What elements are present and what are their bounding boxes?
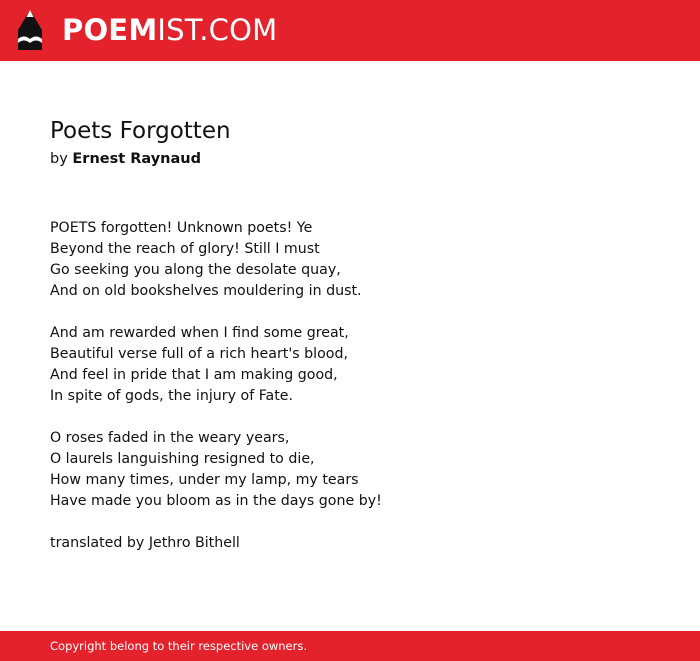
brand-light-text: IST.COM xyxy=(157,13,278,47)
poem-line: And on old bookshelves mouldering in dust. xyxy=(50,283,362,299)
pencil-icon[interactable] xyxy=(16,9,44,51)
poem-byline xyxy=(50,149,670,169)
poem-line: O laurels languishing resigned to die, xyxy=(50,451,315,467)
poem-line: POETS forgotten! Unknown poets! Ye xyxy=(50,220,313,236)
site-header xyxy=(0,0,700,61)
poem-line: In spite of gods, the injury of Fate. xyxy=(50,388,294,404)
poem-line: Have made you bloom as in the days gone by! xyxy=(50,493,382,509)
copyright-text: Copyright belong to their respective owners. xyxy=(50,639,308,653)
poem-line: How many times, under my lamp, my tears xyxy=(50,472,359,488)
poem-line: O roses faded in the weary years, xyxy=(50,430,290,446)
poem-author: Ernest Raynaud xyxy=(72,151,201,167)
brand-bold-text: POEM xyxy=(62,13,158,47)
poem-line: And feel in pride that I am making good, xyxy=(50,367,338,383)
poem-line: Beyond the reach of glory! Still I must xyxy=(50,241,320,257)
translator-credit: translated by Jethro Bithell xyxy=(50,535,240,551)
poem-stanza xyxy=(50,218,670,302)
poem-title: Poets Forgotten xyxy=(50,118,231,144)
poem-stanza xyxy=(50,428,670,512)
poem-line: Go seeking you along the desolate quay, xyxy=(50,262,341,278)
poem-content xyxy=(50,116,670,554)
site-footer xyxy=(0,631,700,661)
poem-line: Beautiful verse full of a rich heart's blood, xyxy=(50,346,348,362)
site-logo[interactable] xyxy=(62,12,277,48)
by-label: by xyxy=(50,151,68,167)
poem-stanza xyxy=(50,323,670,407)
poem-line: And am rewarded when I find some great, xyxy=(50,325,349,341)
poem-body xyxy=(50,218,670,554)
